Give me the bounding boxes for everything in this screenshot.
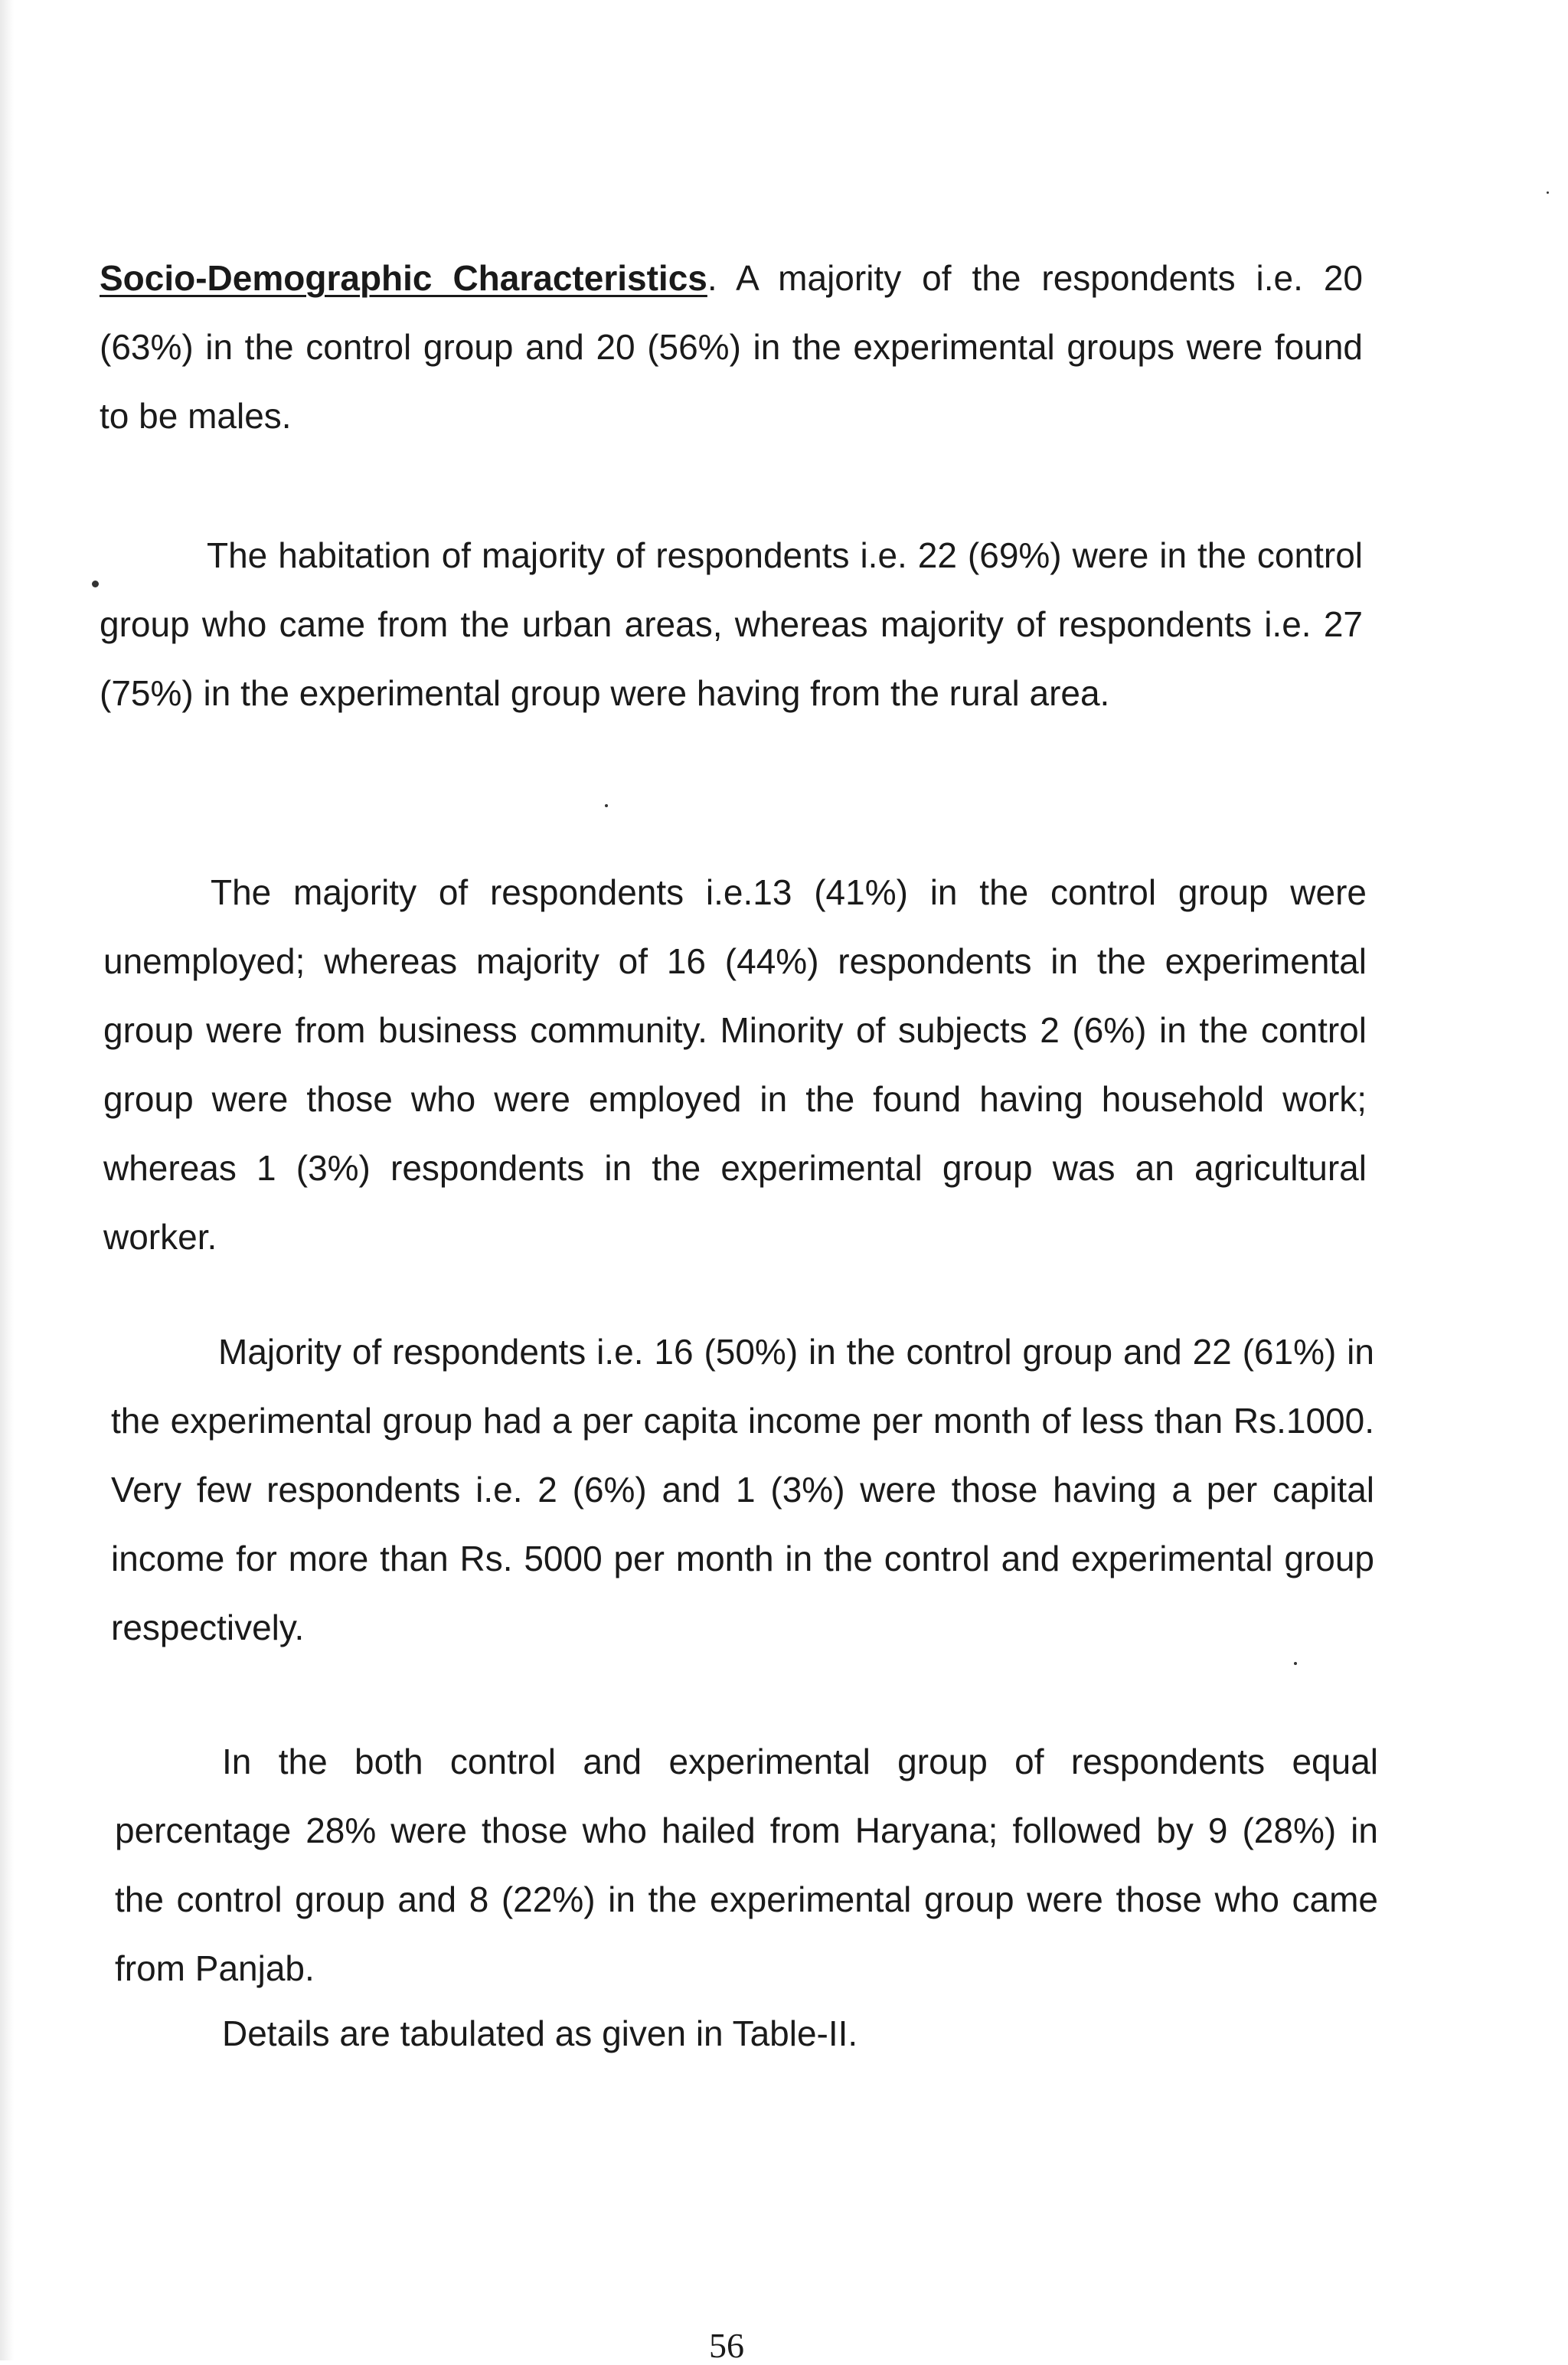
paragraph-text: The habitation of majority of respondents i.e. 22 (69%) were in the control group who came from the urban areas, whereas majority of respondents i.e. 27 (75%) in the experimental group were having from the rural area. xyxy=(100,535,1363,713)
paragraph-table-reference xyxy=(222,1999,858,2068)
paragraph-state-origin xyxy=(115,1727,1378,2003)
scan-speck xyxy=(605,804,608,807)
paragraph-text: . A majority of the respondents i.e. 20 (63%) in the control group and 20 (56%) in the experimental groups were found to be males. xyxy=(100,258,1364,436)
paragraph-habitation xyxy=(100,521,1363,728)
scan-speck xyxy=(1294,1662,1297,1665)
paragraph-text: Details are tabulated as given in Table-II. xyxy=(222,2013,858,2053)
page-number: 56 xyxy=(709,2326,744,2365)
paragraph-text: Majority of respondents i.e. 16 (50%) in the control group and 22 (61%) in the experimental group had a per capita income per month of less than Rs.1000. Very few respondents i.e. 2 (6%) and 1 (3%) were those having a per capital income for more than Rs. 5000 per month in the control and experimental group respectively. xyxy=(111,1332,1374,1647)
paragraph-text: The majority of respondents i.e.13 (41%) in the control group were unemployed; whereas majority of 16 (44%) respondents in the experimental group were from business community. Minority of subjects 2 (6%) in the control group were those who were employed in the found having household work; whereas 1 (3%) respondents in the experimental group was an agricultural worker. xyxy=(103,872,1367,1257)
paragraph-sociodemographic xyxy=(100,244,1363,450)
paragraph-occupation xyxy=(103,858,1367,1271)
paragraph-text: In the both control and experimental group of respondents equal percentage 28% were those who hailed from Haryana; followed by 9 (28%) in the control group and 8 (22%) in the experimental group were those who came from Panjab. xyxy=(115,1742,1378,1988)
scan-edge-shadow xyxy=(0,0,14,2360)
paragraph-income xyxy=(111,1317,1374,1662)
scan-speck xyxy=(92,581,99,587)
section-heading: Socio-Demographic Characteristics xyxy=(100,258,707,298)
scan-speck xyxy=(1547,191,1549,194)
